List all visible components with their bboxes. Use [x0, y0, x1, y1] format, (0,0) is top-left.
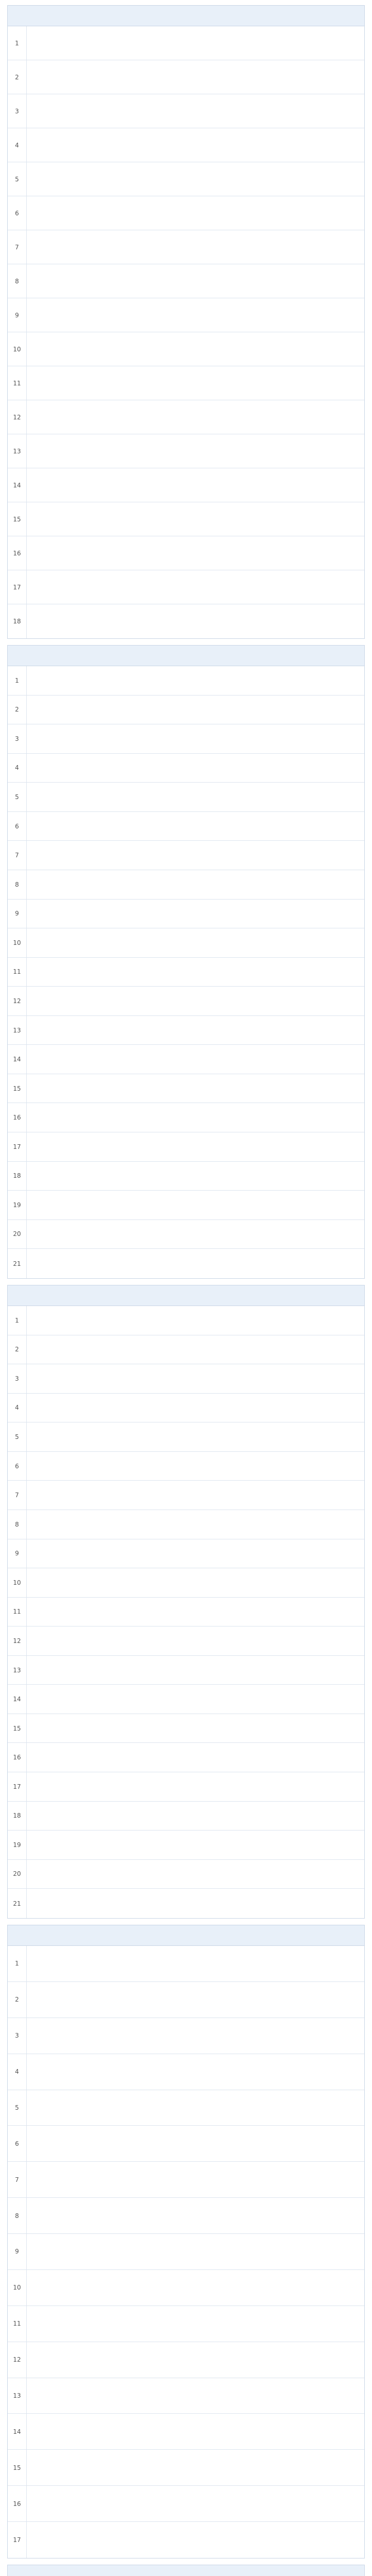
row-number: 11: [8, 366, 27, 400]
table-row: [8, 2270, 364, 2306]
table-row: [8, 2378, 364, 2414]
section-title: [8, 6, 364, 26]
row-number: 2: [8, 1982, 27, 2018]
row-text: [27, 1364, 364, 1393]
row-number: 13: [8, 1656, 27, 1685]
row-text: [27, 1045, 364, 1074]
row-number: 12: [8, 987, 27, 1015]
table-row: [8, 696, 364, 725]
section-title: [8, 1925, 364, 1946]
row-text: [27, 1889, 364, 1918]
row-number: 6: [8, 1452, 27, 1481]
table-row: [8, 1422, 364, 1452]
row-text: [27, 2306, 364, 2342]
row-text: [27, 1481, 364, 1510]
row-text: [27, 2522, 364, 2558]
row-number: 6: [8, 196, 27, 230]
table-row: [8, 2450, 364, 2486]
table-row: [8, 1016, 364, 1045]
table-row: [8, 400, 364, 434]
row-number: 3: [8, 94, 27, 128]
table-row: [8, 754, 364, 783]
table-row: [8, 870, 364, 900]
section-2: [7, 645, 365, 1279]
table-row: [8, 1656, 364, 1685]
row-text: [27, 536, 364, 570]
row-number: 10: [8, 1568, 27, 1597]
row-text: [27, 1220, 364, 1249]
table-row: [8, 1191, 364, 1220]
table-row: [8, 1685, 364, 1714]
table-row: [8, 128, 364, 162]
row-number: 16: [8, 536, 27, 570]
row-text: [27, 2198, 364, 2233]
row-number: 15: [8, 502, 27, 536]
table-row: [8, 1860, 364, 1889]
table-row: [8, 1743, 364, 1772]
table-row: [8, 666, 364, 696]
row-text: [27, 841, 364, 870]
row-number: 11: [8, 1598, 27, 1626]
row-text: [27, 2414, 364, 2449]
row-number: 9: [8, 900, 27, 928]
table-row: [8, 928, 364, 958]
row-number: 4: [8, 2054, 27, 2090]
row-number: 15: [8, 2450, 27, 2485]
row-number: 19: [8, 1191, 27, 1219]
table-row: [8, 1714, 364, 1743]
table-row: [8, 1074, 364, 1104]
table-row: [8, 366, 364, 400]
row-text: [27, 162, 364, 196]
table-row: [8, 1772, 364, 1802]
row-text: [27, 400, 364, 434]
row-number: 13: [8, 434, 27, 468]
table-row: [8, 536, 364, 570]
table-row: [8, 468, 364, 502]
row-number: 11: [8, 2306, 27, 2342]
row-text: [27, 1685, 364, 1714]
row-number: 7: [8, 230, 27, 264]
table-row: [8, 1452, 364, 1481]
row-text: [27, 2090, 364, 2126]
row-text: [27, 1422, 364, 1451]
row-text: [27, 1335, 364, 1364]
row-number: 18: [8, 1162, 27, 1191]
row-text: [27, 1103, 364, 1132]
row-number: 20: [8, 1860, 27, 1889]
section-5: [7, 2565, 365, 2576]
table-row: [8, 2486, 364, 2522]
table-row: [8, 724, 364, 754]
section-title: [8, 2565, 364, 2576]
table-row: [8, 1162, 364, 1191]
table-row: [8, 1626, 364, 1656]
table-row: [8, 332, 364, 366]
row-number: 17: [8, 1132, 27, 1161]
row-number: 9: [8, 1539, 27, 1568]
row-number: 21: [8, 1249, 27, 1278]
table-row: [8, 2522, 364, 2558]
row-text: [27, 1982, 364, 2018]
table-row: [8, 2162, 364, 2198]
row-text: [27, 754, 364, 783]
row-text: [27, 502, 364, 536]
row-text: [27, 724, 364, 753]
row-text: [27, 2162, 364, 2197]
row-text: [27, 1598, 364, 1626]
table-row: [8, 26, 364, 60]
row-text: [27, 468, 364, 502]
row-number: 18: [8, 1802, 27, 1831]
row-text: [27, 2378, 364, 2414]
row-number: 17: [8, 1772, 27, 1801]
row-text: [27, 1772, 364, 1801]
table-row: [8, 1364, 364, 1394]
row-number: 1: [8, 26, 27, 60]
table-row: [8, 783, 364, 812]
row-text: [27, 696, 364, 724]
table-row: [8, 1103, 364, 1132]
row-number: 1: [8, 1306, 27, 1335]
row-number: 14: [8, 1685, 27, 1714]
table-row: [8, 2414, 364, 2450]
row-text: [27, 1016, 364, 1045]
row-text: [27, 870, 364, 899]
row-text: [27, 666, 364, 695]
table-row: [8, 1802, 364, 1831]
row-text: [27, 2270, 364, 2306]
row-number: 15: [8, 1714, 27, 1743]
row-text: [27, 60, 364, 94]
row-number: 3: [8, 724, 27, 753]
table-row: [8, 2018, 364, 2054]
row-number: 2: [8, 696, 27, 724]
row-number: 7: [8, 1481, 27, 1510]
row-number: 16: [8, 1103, 27, 1132]
table-row: [8, 1831, 364, 1860]
table-row: [8, 1510, 364, 1539]
row-number: 7: [8, 841, 27, 870]
table-row: [8, 1481, 364, 1510]
section-1: [7, 5, 365, 639]
row-number: 16: [8, 2486, 27, 2521]
row-number: 17: [8, 570, 27, 604]
row-text: [27, 1162, 364, 1191]
row-number: 5: [8, 162, 27, 196]
row-text: [27, 2486, 364, 2521]
row-text: [27, 128, 364, 162]
table-row: [8, 958, 364, 987]
table-row: [8, 1539, 364, 1569]
table-row: [8, 2054, 364, 2090]
row-number: 19: [8, 1831, 27, 1859]
row-text: [27, 1626, 364, 1655]
row-number: 1: [8, 1946, 27, 1981]
row-text: [27, 332, 364, 366]
row-text: [27, 2234, 364, 2269]
row-text: [27, 1539, 364, 1568]
table-row: [8, 298, 364, 332]
table-row: [8, 1889, 364, 1918]
row-text: [27, 812, 364, 841]
section-4: [7, 1925, 365, 2558]
row-text: [27, 987, 364, 1015]
row-number: 8: [8, 870, 27, 899]
table-row: [8, 1249, 364, 1278]
row-text: [27, 366, 364, 400]
row-text: [27, 264, 364, 298]
row-number: 8: [8, 2198, 27, 2233]
table-row: [8, 434, 364, 468]
table-row: [8, 1335, 364, 1365]
row-number: 12: [8, 1626, 27, 1655]
row-number: 5: [8, 783, 27, 811]
row-number: 4: [8, 128, 27, 162]
table-row: [8, 2306, 364, 2342]
row-number: 14: [8, 468, 27, 502]
table-row: [8, 987, 364, 1016]
row-number: 11: [8, 958, 27, 987]
table-row: [8, 1598, 364, 1627]
section-title: [8, 1285, 364, 1306]
row-number: 13: [8, 1016, 27, 1045]
row-text: [27, 2126, 364, 2161]
table-row: [8, 1568, 364, 1598]
row-text: [27, 1860, 364, 1889]
row-text: [27, 434, 364, 468]
row-text: [27, 1074, 364, 1103]
table-row: [8, 604, 364, 638]
table-row: [8, 570, 364, 604]
row-number: 10: [8, 928, 27, 957]
table-row: [8, 1394, 364, 1423]
row-text: [27, 1191, 364, 1219]
row-text: [27, 1802, 364, 1831]
table-row: [8, 2090, 364, 2126]
section-title: [8, 646, 364, 666]
row-text: [27, 1306, 364, 1335]
row-number: 17: [8, 2522, 27, 2558]
row-number: 6: [8, 812, 27, 841]
row-text: [27, 1743, 364, 1772]
row-number: 8: [8, 264, 27, 298]
row-text: [27, 928, 364, 957]
row-number: 10: [8, 332, 27, 366]
row-text: [27, 1249, 364, 1278]
row-text: [27, 1568, 364, 1597]
row-number: 12: [8, 2342, 27, 2378]
row-number: 9: [8, 298, 27, 332]
row-text: [27, 604, 364, 638]
row-number: 3: [8, 2018, 27, 2054]
table-row: [8, 264, 364, 298]
row-text: [27, 783, 364, 811]
table-row: [8, 2198, 364, 2234]
row-number: 12: [8, 400, 27, 434]
row-text: [27, 900, 364, 928]
row-number: 20: [8, 1220, 27, 1249]
row-text: [27, 2018, 364, 2054]
row-number: 21: [8, 1889, 27, 1918]
row-text: [27, 2342, 364, 2378]
table-row: [8, 1220, 364, 1249]
row-number: 7: [8, 2162, 27, 2197]
table-row: [8, 502, 364, 536]
table-row: [8, 1946, 364, 1982]
table-row: [8, 94, 364, 128]
table-row: [8, 1306, 364, 1335]
row-text: [27, 2054, 364, 2090]
row-text: [27, 298, 364, 332]
section-3: [7, 1285, 365, 1919]
table-row: [8, 900, 364, 929]
row-text: [27, 1656, 364, 1685]
table-row: [8, 1982, 364, 2018]
row-text: [27, 196, 364, 230]
row-number: 6: [8, 2126, 27, 2161]
row-number: 1: [8, 666, 27, 695]
row-number: 2: [8, 60, 27, 94]
row-number: 16: [8, 1743, 27, 1772]
table-row: [8, 2234, 364, 2270]
row-text: [27, 1394, 364, 1422]
table-row: [8, 1132, 364, 1162]
row-text: [27, 1510, 364, 1539]
row-text: [27, 230, 364, 264]
row-number: 9: [8, 2234, 27, 2269]
table-row: [8, 841, 364, 870]
table-row: [8, 2126, 364, 2162]
row-text: [27, 958, 364, 987]
row-text: [27, 94, 364, 128]
row-text: [27, 1452, 364, 1481]
table-row: [8, 1045, 364, 1074]
table-row: [8, 230, 364, 264]
table-row: [8, 812, 364, 841]
row-text: [27, 1714, 364, 1743]
row-number: 14: [8, 1045, 27, 1074]
row-number: 3: [8, 1364, 27, 1393]
row-number: 5: [8, 2090, 27, 2126]
row-text: [27, 1946, 364, 1981]
row-number: 13: [8, 2378, 27, 2414]
row-number: 10: [8, 2270, 27, 2306]
row-text: [27, 2450, 364, 2485]
row-text: [27, 26, 364, 60]
row-number: 15: [8, 1074, 27, 1103]
row-number: 8: [8, 1510, 27, 1539]
row-text: [27, 570, 364, 604]
table-row: [8, 162, 364, 196]
row-text: [27, 1132, 364, 1161]
row-number: 4: [8, 754, 27, 783]
row-number: 18: [8, 604, 27, 638]
row-text: [27, 1831, 364, 1859]
table-row: [8, 60, 364, 94]
table-row: [8, 2342, 364, 2378]
row-number: 2: [8, 1335, 27, 1364]
table-row: [8, 196, 364, 230]
row-number: 5: [8, 1422, 27, 1451]
row-number: 14: [8, 2414, 27, 2449]
row-number: 4: [8, 1394, 27, 1422]
